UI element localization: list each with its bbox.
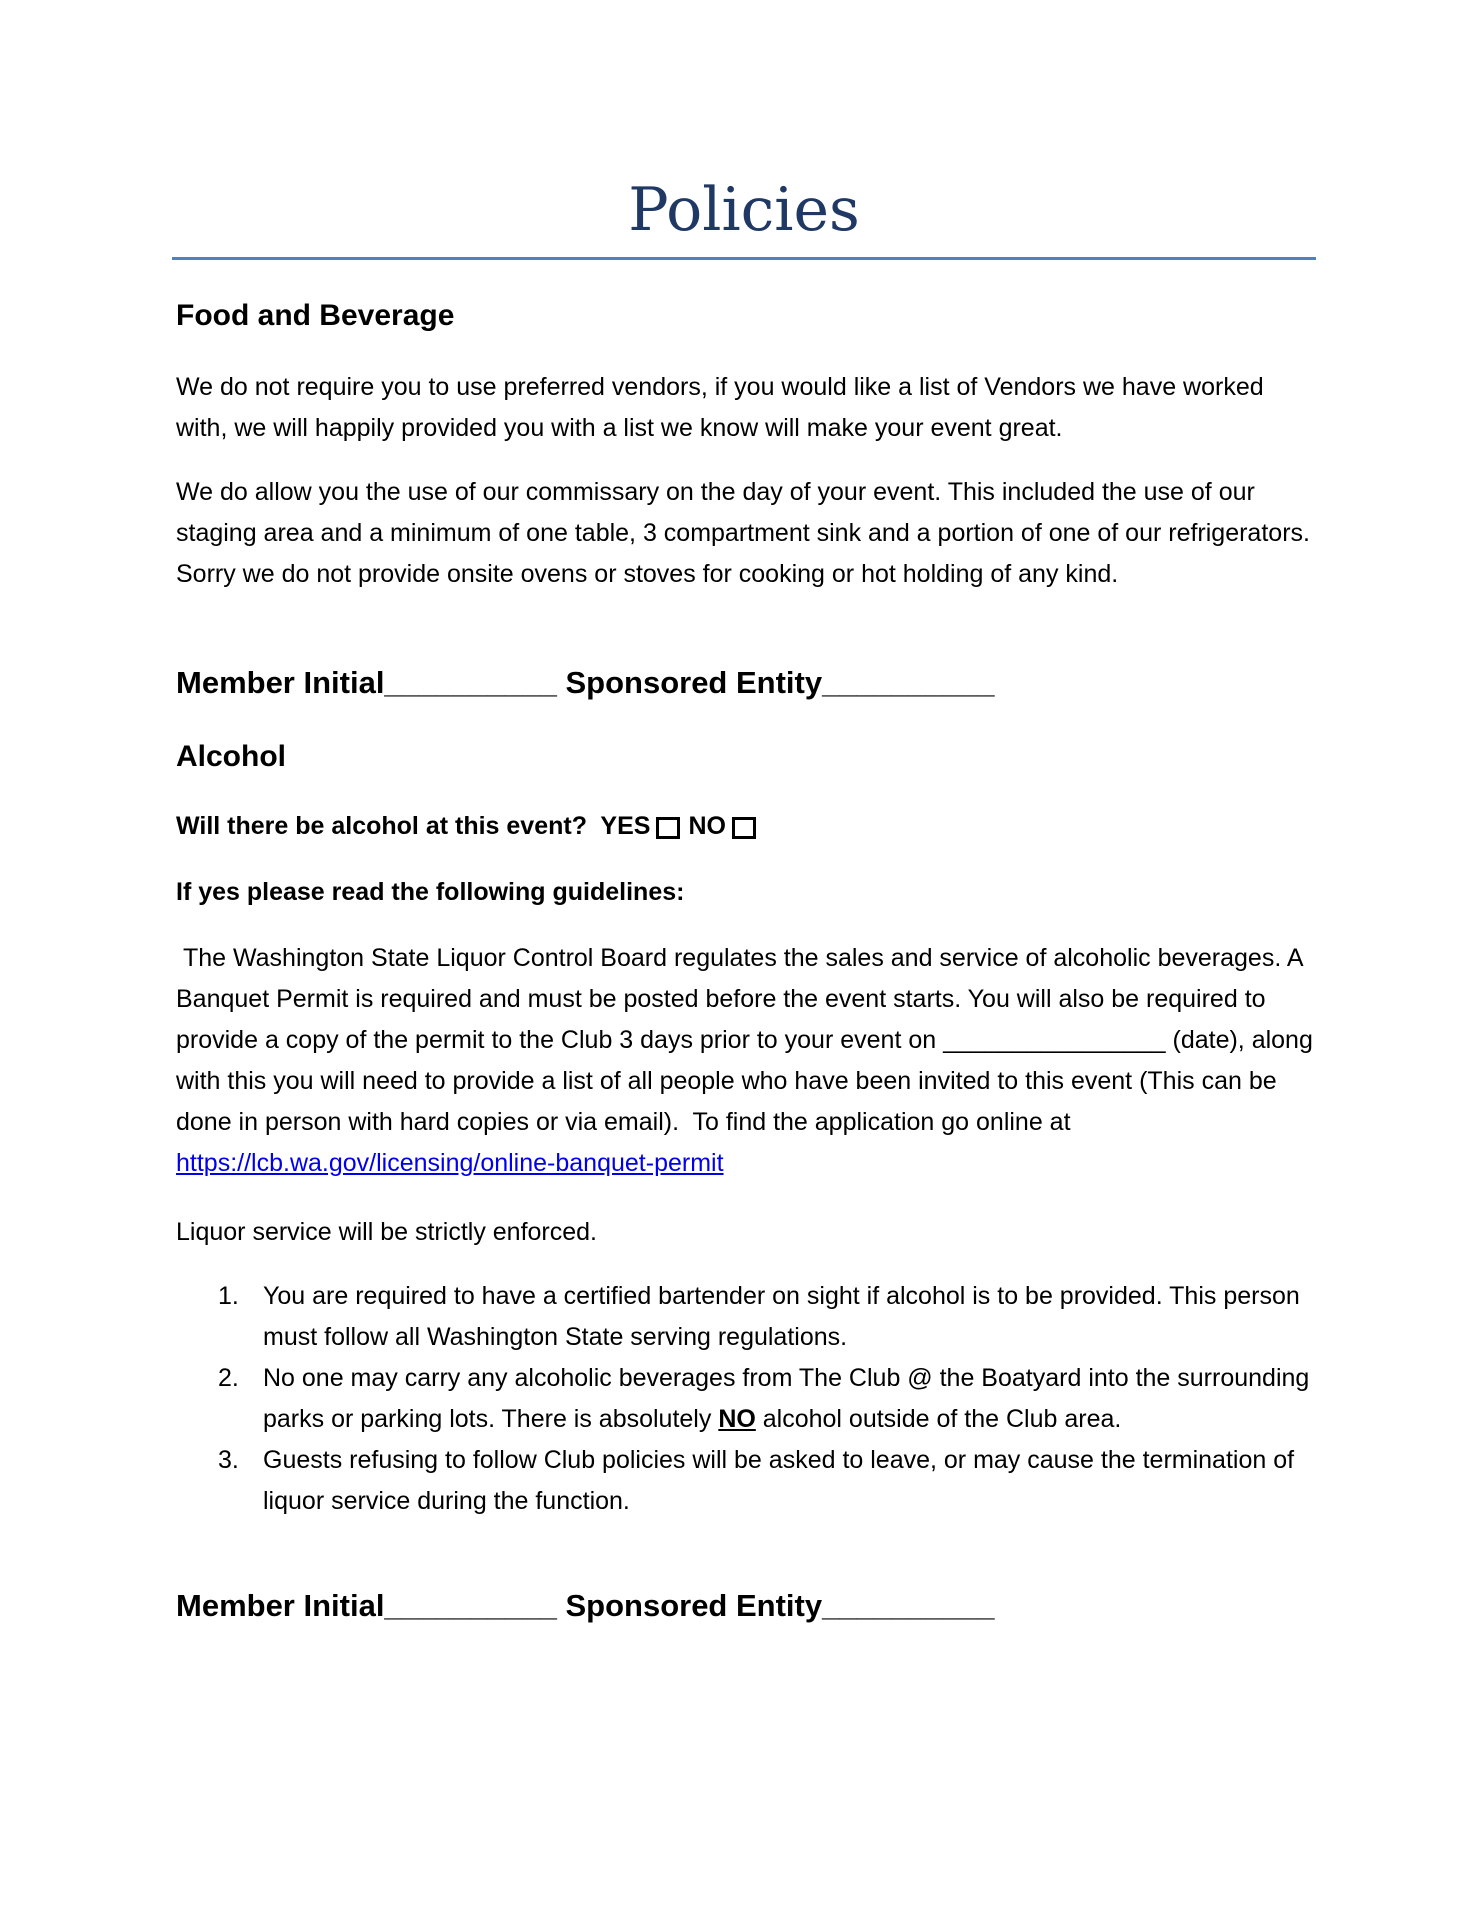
list-item-text-tail: alcohol outside of the Club area. [755, 1405, 1122, 1433]
yes-label: YES [600, 812, 651, 840]
liquor-rules-list [176, 1276, 1316, 1522]
list-item-number: 1. [218, 1282, 239, 1310]
food-heading: Food and Beverage [176, 299, 455, 332]
list-item-text: You are required to have a certified bartender on sight if alcohol is to be provided. This person must follow all Washington State serving regulations. [263, 1282, 1300, 1351]
no-label: NO [688, 812, 726, 840]
member-initial-field[interactable]: Member Initial__________ [176, 665, 557, 700]
food-paragraph-2: We do allow you the use of our commissary on the day of your event. This included the use of our staging area and a minimum of one table, 3 compartment sink and a portion of one of our refrigerators. Sorry we do not provide onsite ovens or stoves for cooking or hot holding of any kind. [176, 478, 1310, 588]
signature-line-2 [176, 1587, 995, 1625]
list-item-number: 2. [218, 1364, 239, 1392]
alcohol-intro-paragraph [176, 938, 1320, 1184]
member-initial-field[interactable]: Member Initial__________ [176, 1588, 557, 1623]
signature-line-1 [176, 664, 995, 702]
no-checkbox[interactable] [732, 817, 756, 839]
enforced-statement: Liquor service will be strictly enforced. [176, 1218, 597, 1246]
list-item [176, 1276, 1316, 1358]
sponsored-entity-field[interactable]: Sponsored Entity__________ [565, 1588, 995, 1623]
sponsored-entity-field[interactable]: Sponsored Entity__________ [565, 665, 995, 700]
alcohol-intro-text: The Washington State Liquor Control Board regulates the sales and service of alcoholic beverages. A Banquet Permit is required and must be posted before the event starts. You will also be required to provide a copy of the permit to the Club 3 days prior to your event on ________________ (date), along with this you will need to provide a list of all people who have been invited to this event (This can be done in person with hard copies or via email). To find the application go online at [176, 944, 1320, 1136]
list-item-number: 3. [218, 1446, 239, 1474]
yes-checkbox[interactable] [656, 817, 680, 839]
alcohol-question-text: Will there be alcohol at this event? [176, 812, 587, 840]
list-item [176, 1358, 1316, 1440]
emphasis-no: NO [718, 1405, 756, 1433]
banquet-permit-link[interactable]: https://lcb.wa.gov/licensing/online-banquet-permit [176, 1149, 724, 1177]
title-divider [172, 257, 1316, 260]
alcohol-question [176, 808, 764, 844]
list-item [176, 1440, 1316, 1522]
page-title: Policies [628, 175, 860, 245]
list-item-text: No one may carry any alcoholic beverages from The Club @ the Boatyard into the surrounding parks or parking lots. There is absolutely [263, 1364, 1310, 1433]
list-item-text: Guests refusing to follow Club policies will be asked to leave, or may cause the termination of liquor service during the function. [263, 1446, 1295, 1515]
food-paragraph-1: We do not require you to use preferred vendors, if you would like a list of Vendors we have worked with, we will happily provided you with a list we know will make your event great. [176, 373, 1264, 442]
alcohol-heading: Alcohol [176, 740, 286, 773]
guidelines-heading: If yes please read the following guidelines: [176, 878, 685, 906]
